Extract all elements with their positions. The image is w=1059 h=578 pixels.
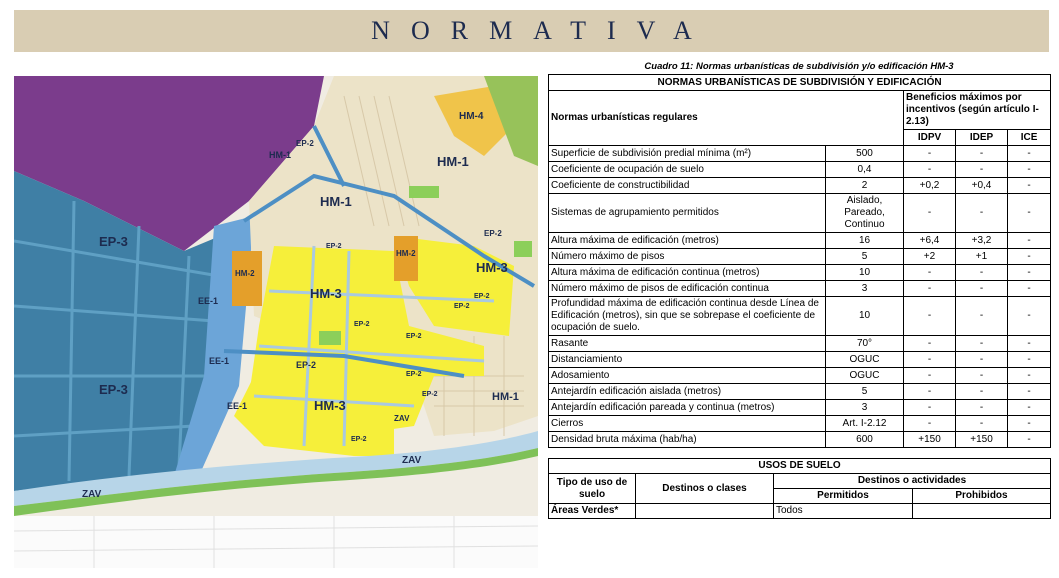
norm-idpv: -	[904, 146, 956, 162]
norm-ice: -	[1008, 352, 1051, 368]
norm-idep: +3,2	[956, 233, 1008, 249]
map-label: EP-3	[99, 382, 128, 397]
norm-row	[549, 146, 1051, 162]
norm-label: Rasante	[549, 336, 826, 352]
norm-label: Superficie de subdivisión predial mínima (m²)	[549, 146, 826, 162]
usos-row-prohibidos	[913, 504, 1051, 519]
norm-ice: -	[1008, 432, 1051, 448]
norm-value: 3	[826, 281, 904, 297]
norm-ice: -	[1008, 416, 1051, 432]
norm-row	[549, 368, 1051, 384]
norm-row	[549, 432, 1051, 448]
norm-row	[549, 178, 1051, 194]
norm-label: Distanciamiento	[549, 352, 826, 368]
usos-col-tipo: Tipo de uso de suelo	[549, 474, 636, 504]
norm-ice: -	[1008, 297, 1051, 336]
map-label: ZAV	[82, 489, 102, 500]
norm-idep: -	[956, 194, 1008, 233]
norm-value: 5	[826, 384, 904, 400]
map-label: HM-2	[235, 269, 255, 278]
usos-title: USOS DE SUELO	[549, 459, 1051, 474]
norm-value: Aislado, Pareado, Continuo	[826, 194, 904, 233]
norm-ice: -	[1008, 146, 1051, 162]
norm-row	[549, 233, 1051, 249]
usos-row-destinos	[636, 504, 774, 519]
land-use-table	[548, 458, 1051, 519]
norm-row	[549, 249, 1051, 265]
norm-label: Adosamiento	[549, 368, 826, 384]
norm-row	[549, 194, 1051, 233]
norm-idep: -	[956, 368, 1008, 384]
map-label: HM-1	[320, 194, 352, 209]
norm-ice: -	[1008, 281, 1051, 297]
norm-idpv: -	[904, 297, 956, 336]
table-title: NORMAS URBANÍSTICAS DE SUBDIVISIÓN Y EDIFICACIÓN	[549, 75, 1051, 91]
map-label: EP-2	[474, 293, 490, 300]
norms-panel	[548, 60, 1050, 519]
map-label: EE-1	[209, 356, 230, 366]
norm-value: 10	[826, 297, 904, 336]
usos-col-destinos: Destinos o clases	[636, 474, 774, 504]
map-label: EP-2	[454, 303, 470, 310]
norm-value: 2	[826, 178, 904, 194]
header-regular: Normas urbanísticas regulares	[549, 91, 904, 146]
map-label: EE-1	[198, 296, 219, 306]
norm-idep: -	[956, 146, 1008, 162]
norm-idep: +0,4	[956, 178, 1008, 194]
norm-ice: -	[1008, 400, 1051, 416]
norm-idpv: -	[904, 265, 956, 281]
title-banner	[14, 10, 1049, 52]
norm-row	[549, 352, 1051, 368]
norm-ice: -	[1008, 368, 1051, 384]
norm-idpv: +150	[904, 432, 956, 448]
norm-idep: -	[956, 336, 1008, 352]
norm-idep: -	[956, 352, 1008, 368]
norm-idpv: +6,4	[904, 233, 956, 249]
norm-idpv: +2	[904, 249, 956, 265]
norm-value: 600	[826, 432, 904, 448]
norm-label: Número máximo de pisos	[549, 249, 826, 265]
norm-idpv: +0,2	[904, 178, 956, 194]
norm-ice: -	[1008, 162, 1051, 178]
norms-table	[548, 74, 1051, 448]
norm-value: 3	[826, 400, 904, 416]
norm-idpv: -	[904, 384, 956, 400]
norm-row	[549, 281, 1051, 297]
norm-idpv: -	[904, 336, 956, 352]
map-label: EP-2	[406, 371, 422, 378]
norm-label: Altura máxima de edificación (metros)	[549, 233, 826, 249]
norm-value: 0,4	[826, 162, 904, 178]
norm-ice: -	[1008, 249, 1051, 265]
norm-value: 16	[826, 233, 904, 249]
norm-idep: -	[956, 281, 1008, 297]
norm-label: Altura máxima de edificación continua (metros)	[549, 265, 826, 281]
norm-label: Antejardín edificación pareada y continua (metros)	[549, 400, 826, 416]
usos-row-tipo: Áreas Verdes*	[549, 504, 636, 519]
usos-col-prohibidos: Prohibidos	[913, 489, 1051, 504]
map-label: HM-1	[437, 154, 469, 169]
norm-row	[549, 400, 1051, 416]
norm-row	[549, 297, 1051, 336]
usos-row-permitidos: Todos	[774, 504, 913, 519]
map-label: HM-3	[314, 398, 346, 413]
norm-row	[549, 416, 1051, 432]
norm-idep: -	[956, 400, 1008, 416]
map-label: HM-1	[269, 150, 291, 160]
table-caption: Cuadro 11: Normas urbanísticas de subdivisión y/o edificación HM-3	[644, 61, 954, 72]
col-idep: IDEP	[956, 130, 1008, 146]
banner-title: NORMATIVA	[371, 16, 713, 45]
map-label: EP-2	[326, 243, 342, 250]
map-label: ZAV	[394, 414, 410, 423]
map-label: EP-2	[484, 229, 502, 238]
map-label: EP-2	[296, 360, 317, 370]
header-benefits: Beneficios máximos por incentivos (según artículo I-2.13)	[904, 91, 1051, 130]
norm-idep: -	[956, 297, 1008, 336]
norm-idpv: -	[904, 162, 956, 178]
norm-idep: +150	[956, 432, 1008, 448]
norm-ice: -	[1008, 384, 1051, 400]
map-label: EP-2	[406, 333, 422, 340]
norm-label: Sistemas de agrupamiento permitidos	[549, 194, 826, 233]
norm-ice: -	[1008, 194, 1051, 233]
norm-idpv: -	[904, 352, 956, 368]
norm-row	[549, 265, 1051, 281]
norm-ice: -	[1008, 233, 1051, 249]
map-label: HM-4	[459, 111, 484, 122]
norm-idep: +1	[956, 249, 1008, 265]
map-label: ZAV	[402, 455, 422, 466]
norm-value: 70°	[826, 336, 904, 352]
norm-label: Densidad bruta máxima (hab/ha)	[549, 432, 826, 448]
map-label: EP-3	[99, 234, 128, 249]
norm-label: Cierros	[549, 416, 826, 432]
norm-idep: -	[956, 416, 1008, 432]
norm-idep: -	[956, 162, 1008, 178]
map-label: HM-2	[396, 249, 416, 258]
map-label: EP-2	[422, 391, 438, 398]
norm-idep: -	[956, 265, 1008, 281]
norm-idpv: -	[904, 281, 956, 297]
map-label: HM-3	[310, 286, 342, 301]
norm-value: OGUC	[826, 368, 904, 384]
norm-value: Art. I-2.12	[826, 416, 904, 432]
map-label: EP-2	[351, 436, 367, 443]
map-label: EP-2	[296, 139, 314, 148]
norm-label: Número máximo de pisos de edificación continua	[549, 281, 826, 297]
usos-col-actividades: Destinos o actividades	[774, 474, 1051, 489]
map-label: EP-2	[354, 321, 370, 328]
norm-row	[549, 336, 1051, 352]
norm-ice: -	[1008, 336, 1051, 352]
norm-label: Coeficiente de ocupación de suelo	[549, 162, 826, 178]
norm-row	[549, 384, 1051, 400]
norm-idpv: -	[904, 400, 956, 416]
norm-value: 500	[826, 146, 904, 162]
norm-label: Profundidad máxima de edificación continua desde Línea de Edificación (metros), sin que se sobrepase el coeficiente de ocupación de suelo.	[549, 297, 826, 336]
norm-idpv: -	[904, 194, 956, 233]
norm-ice: -	[1008, 265, 1051, 281]
norm-label: Antejardín edificación aislada (metros)	[549, 384, 826, 400]
map-label: HM-1	[492, 391, 519, 403]
norm-value: OGUC	[826, 352, 904, 368]
norm-value: 10	[826, 265, 904, 281]
norm-ice: -	[1008, 178, 1051, 194]
norm-idpv: -	[904, 368, 956, 384]
norm-row	[549, 162, 1051, 178]
norm-idpv: -	[904, 416, 956, 432]
map-label: EE-1	[227, 401, 248, 411]
zoning-map	[14, 76, 538, 568]
norm-label: Coeficiente de constructibilidad	[549, 178, 826, 194]
col-ice: ICE	[1008, 130, 1051, 146]
usos-col-permitidos: Permitidos	[774, 489, 913, 504]
norm-idep: -	[956, 384, 1008, 400]
col-idpv: IDPV	[904, 130, 956, 146]
map-label: HM-3	[476, 260, 508, 275]
norm-value: 5	[826, 249, 904, 265]
